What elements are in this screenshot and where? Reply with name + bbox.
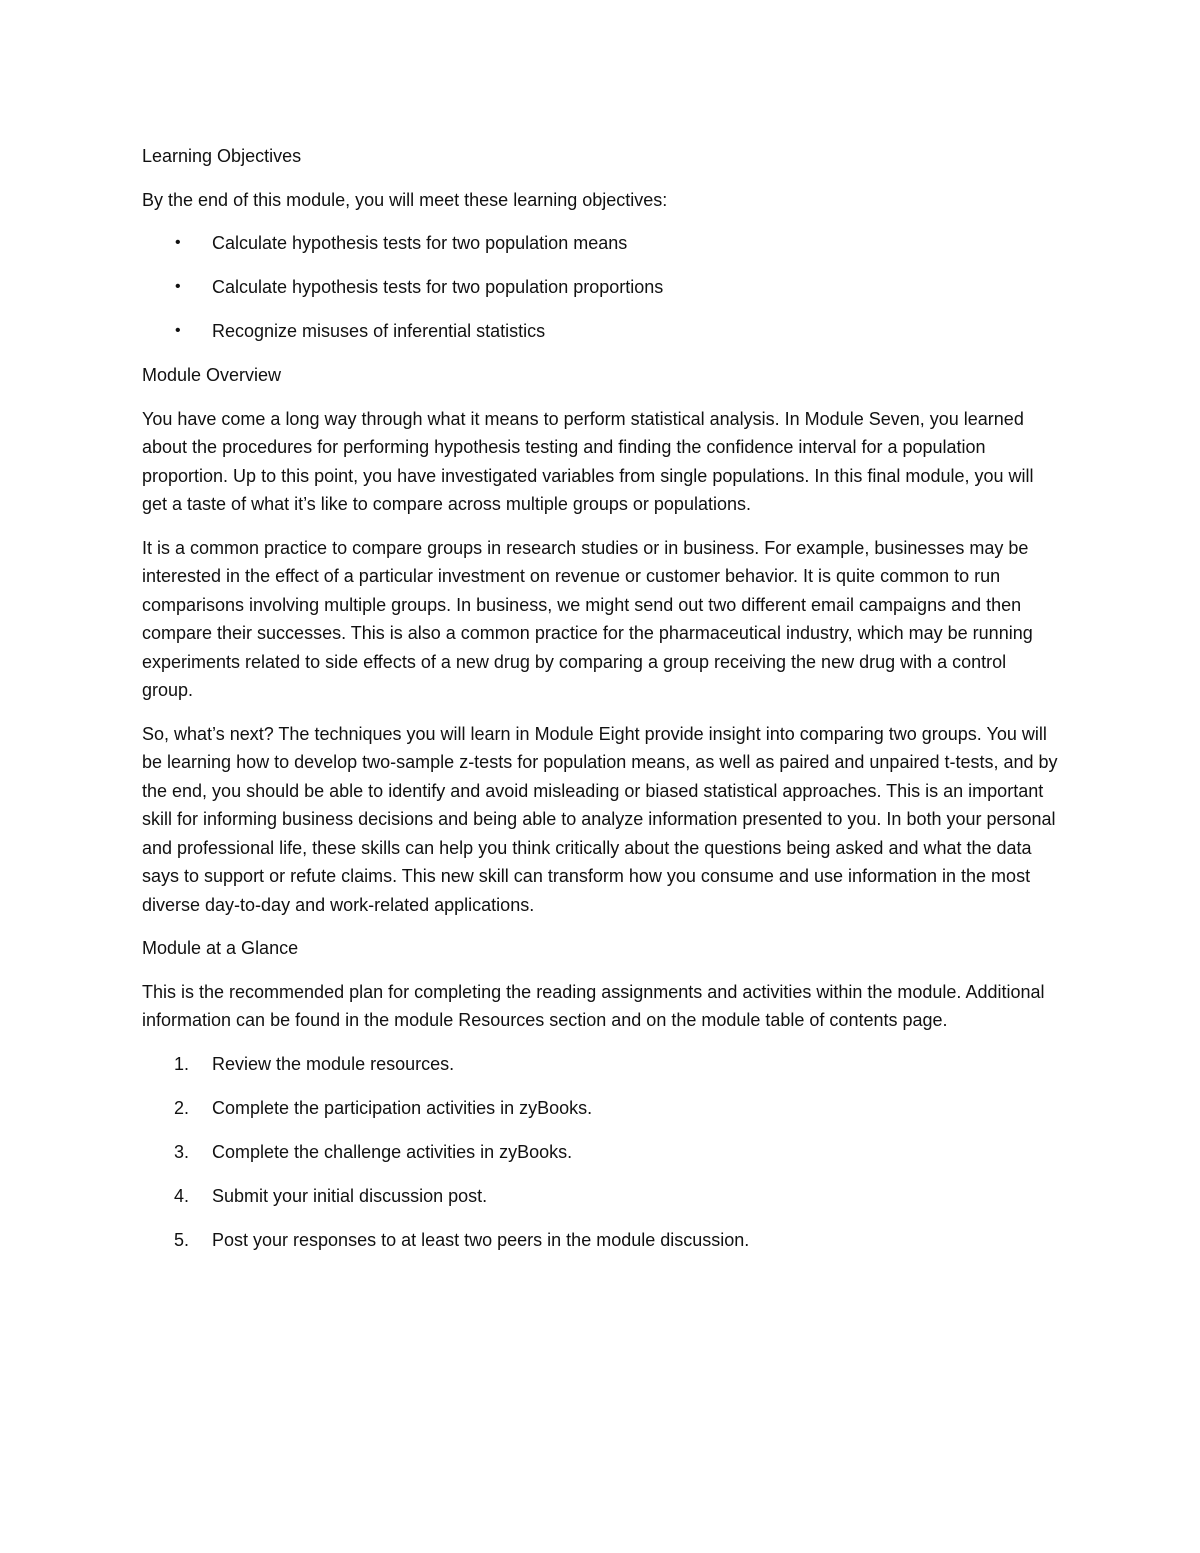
document-body <box>142 142 1062 1270</box>
step-text: Complete the challenge activities in zyBooks. <box>212 1141 573 1162</box>
step-number: 5. <box>174 1229 190 1250</box>
step-number: 3. <box>174 1141 190 1162</box>
list-item <box>142 1050 1062 1079</box>
module-steps-list <box>142 1050 1062 1255</box>
objective-text: Calculate hypothesis tests for two population means <box>212 233 628 253</box>
overview-paragraph: It is a common practice to compare groups in research studies or in business. For example, businesses may be interested in the effect of a particular investment on revenue or customer behavior. It is quite common to run comparisons involving multiple groups. In business, we might send out two different email campaigns and then compare their successes. This is also a common practice for the pharmaceutical industry, which may be running experiments related to side effects of a new drug by comparing a group receiving the new drug with a control group. <box>142 537 1033 700</box>
learning-objectives-intro: By the end of this module, you will meet these learning objectives: <box>142 189 668 210</box>
list-item <box>142 317 1062 346</box>
overview-paragraph: So, what’s next? The techniques you will learn in Module Eight provide insight into comparing two groups. You will be learning how to develop two-sample z-tests for population means, as well as paired and unpaired t-tests, and by the end, you should be able to identify and avoid misleading or biased statistical approaches. This is an important skill for informing business decisions and being able to analyze information presented to you. In both your personal and professional life, these skills can help you think critically about the questions being asked and what the data says to support or refute claims. This new skill can transform how you consume and use information in the most diverse day-to-day and work-related applications. <box>142 723 1058 915</box>
learning-objectives-list <box>142 229 1062 346</box>
module-overview-heading: Module Overview <box>142 365 282 385</box>
list-item <box>142 1094 1062 1123</box>
step-text: Complete the participation activities in zyBooks. <box>212 1097 593 1118</box>
list-item <box>142 1182 1062 1211</box>
step-number: 1. <box>174 1053 190 1074</box>
step-text: Submit your initial discussion post. <box>212 1185 488 1206</box>
step-text: Post your responses to at least two peers in the module discussion. <box>212 1229 750 1250</box>
list-item <box>142 229 1062 258</box>
list-item <box>142 1138 1062 1167</box>
glance-intro: This is the recommended plan for completing the reading assignments and activities within the module. Additional information can be found in the module Resources section and on the module table of contents page. <box>142 981 1045 1030</box>
bullet-icon: • <box>175 322 181 339</box>
overview-paragraph: You have come a long way through what it means to perform statistical analysis. In Module Seven, you learned about the procedures for performing hypothesis testing and finding the confidence interval for a population proportion. Up to this point, you have investigated variables from single populations. In this final module, you will get a taste of what it’s like to compare across multiple groups or populations. <box>142 408 1034 514</box>
bullet-icon: • <box>175 234 181 251</box>
module-at-a-glance-heading: Module at a Glance <box>142 938 299 958</box>
list-item <box>142 273 1062 302</box>
step-number: 2. <box>174 1097 190 1118</box>
learning-objectives-heading: Learning Objectives <box>142 146 302 166</box>
bullet-icon: • <box>175 278 181 295</box>
step-number: 4. <box>174 1185 190 1206</box>
list-item <box>142 1226 1062 1255</box>
step-text: Review the module resources. <box>212 1053 455 1074</box>
objective-text: Calculate hypothesis tests for two population proportions <box>212 277 664 297</box>
objective-text: Recognize misuses of inferential statistics <box>212 321 546 341</box>
